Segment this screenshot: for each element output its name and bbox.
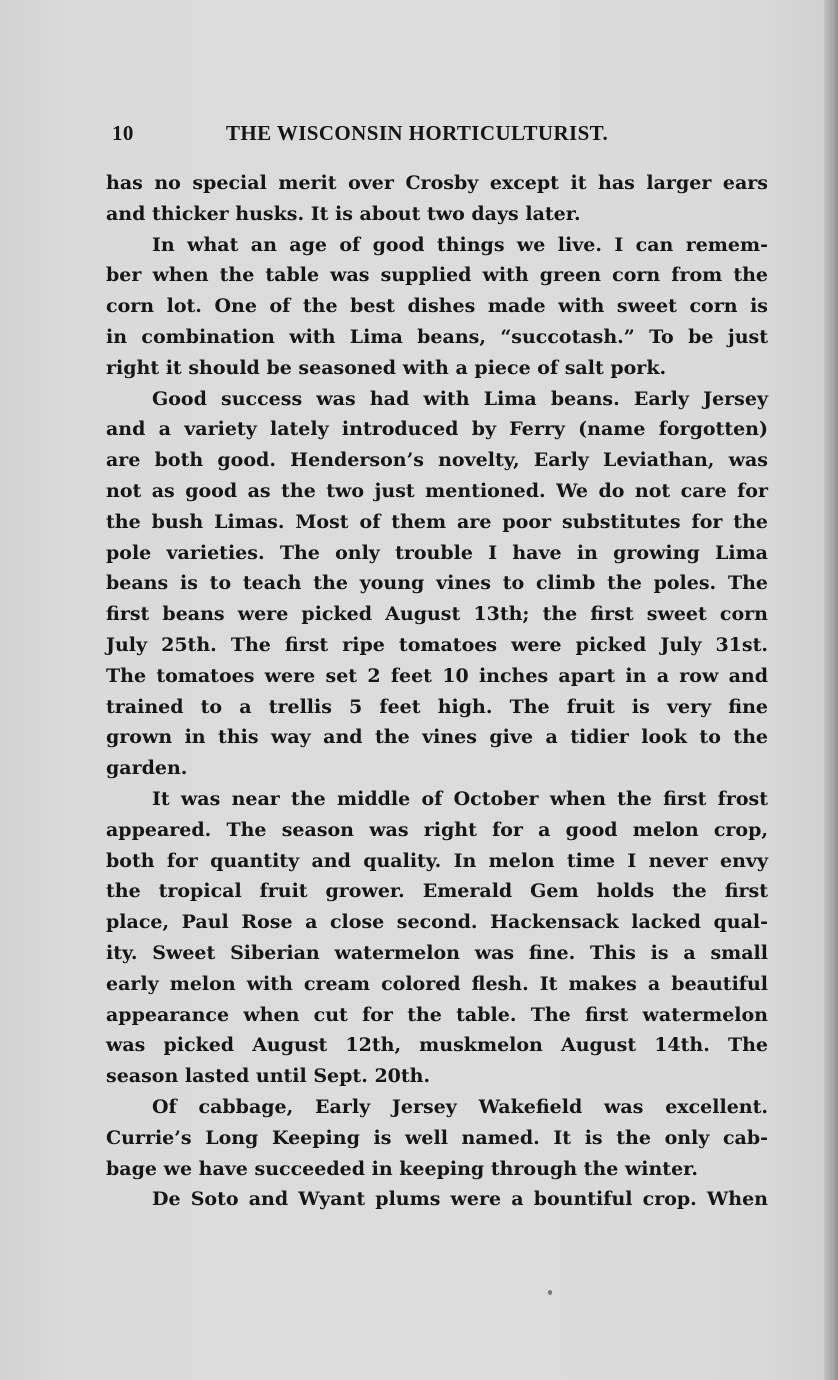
text-line: place, Paul Rose a close second. Hackensack lacked qual- xyxy=(106,911,768,934)
paragraph xyxy=(106,384,768,784)
text-line: was picked August 12th, muskmelon August 14th. The xyxy=(106,1034,768,1057)
text-line: early melon with cream colored flesh. It makes a beautiful xyxy=(106,972,768,995)
text-line: the tropical fruit grower. Emerald Gem holds the first xyxy=(106,880,768,903)
paragraph xyxy=(106,1092,768,1184)
text-line: first beans were picked August 13th; the first sweet corn xyxy=(106,603,768,626)
text-line: bage we have succeeded in keeping through the winter. xyxy=(106,1157,699,1180)
page-edge xyxy=(824,0,838,1380)
text-line: season lasted until Sept. 20th. xyxy=(106,1065,431,1088)
text-line: and thicker husks. It is about two days later. xyxy=(106,202,581,225)
text-line: beans is to teach the young vines to climb the poles. The xyxy=(106,572,768,595)
text-line: appeared. The season was right for a good melon crop, xyxy=(106,818,768,841)
text-line: in combination with Lima beans, “succotash.” To be just xyxy=(106,325,768,348)
text-line: corn lot. One of the best dishes made with sweet corn is xyxy=(106,295,768,318)
text-line: appearance when cut for the table. The first watermelon xyxy=(106,1003,768,1026)
paragraph xyxy=(106,168,768,230)
text-line: It was near the middle of October when the first frost xyxy=(152,787,768,810)
text-line: Of cabbage, Early Jersey Wakefield was excellent. xyxy=(152,1095,768,1118)
paragraph xyxy=(106,230,768,384)
page-header xyxy=(112,121,680,153)
text-line: right it should be seasoned with a piece of salt pork. xyxy=(106,356,667,379)
paper-speck xyxy=(548,1290,552,1295)
text-line: De Soto and Wyant plums were a bountiful crop. When xyxy=(152,1188,768,1211)
text-line: has no special merit over Crosby except it has larger ears xyxy=(106,172,768,194)
text-line: trained to a trellis 5 feet high. The fruit is very fine xyxy=(106,695,768,718)
text-line: not as good as the two just mentioned. We do not care for xyxy=(106,479,768,502)
text-line: are both good. Henderson’s novelty, Early Leviathan, was xyxy=(106,449,768,472)
body-text xyxy=(106,168,768,1215)
text-line: Currie’s Long Keeping is well named. It is the only cab- xyxy=(106,1126,768,1149)
text-line: In what an age of good things we live. I can remem- xyxy=(152,233,768,256)
paragraph xyxy=(106,1184,768,1215)
text-line: The tomatoes were set 2 feet 10 inches apart in a row and xyxy=(106,664,768,687)
text-line: both for quantity and quality. In melon time I never envy xyxy=(106,849,768,872)
text-line: Good success was had with Lima beans. Early Jersey xyxy=(152,387,768,410)
text-line: the bush Limas. Most of them are poor substitutes for the xyxy=(106,510,768,533)
text-line: pole varieties. The only trouble I have in growing Lima xyxy=(106,541,768,564)
page-number: 10 xyxy=(112,121,134,145)
text-line: grown in this way and the vines give a tidier look to the xyxy=(106,726,768,749)
text-line: July 25th. The first ripe tomatoes were picked July 31st. xyxy=(106,633,768,656)
paragraph xyxy=(106,784,768,1092)
text-line: ber when the table was supplied with green corn from the xyxy=(106,264,768,287)
text-line: and a variety lately introduced by Ferry (name forgotten) xyxy=(106,418,768,441)
running-head-title: THE WISCONSIN HORTICULTURIST. xyxy=(226,121,609,145)
text-line: garden. xyxy=(106,757,188,780)
text-line: ity. Sweet Siberian watermelon was fine. This is a small xyxy=(106,941,768,964)
